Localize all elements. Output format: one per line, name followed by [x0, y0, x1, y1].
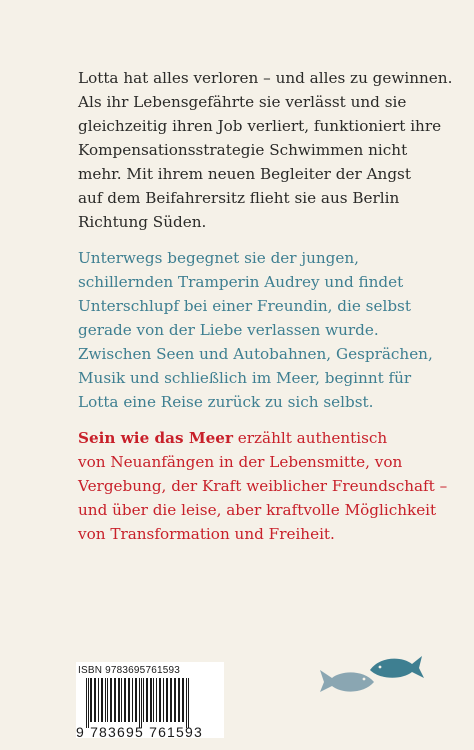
blurb-line: gleichzeitig ihren Job verliert, funktioniert ihre: [78, 117, 442, 135]
barcode-bar: [159, 678, 161, 722]
barcode-bar: [105, 678, 106, 722]
blurb-line: Kompensationsstrategie Schwimmen nicht: [78, 141, 408, 159]
blurb-line: Lotta hat alles verloren – und alles zu gewinnen.: [78, 69, 453, 87]
isbn-label: ISBN 9783695761593: [78, 665, 181, 676]
barcode-bar: [135, 678, 137, 722]
barcode-bar: [94, 678, 96, 722]
barcode-bar: [139, 678, 140, 728]
blurb-line: [78, 426, 450, 450]
fish-teal-icon: [370, 656, 424, 678]
barcode-bar: [143, 678, 144, 722]
barcode-bar: [188, 678, 189, 728]
blurb-line: Richtung Süden.: [78, 213, 207, 231]
blurb-line: und über die leise, aber kraftvolle Möglichkeit: [78, 501, 437, 519]
blurb-line: Zwischen Seen und Autobahnen, Gesprächen,: [78, 345, 433, 363]
blurb-paragraph-1: [78, 66, 453, 234]
blurb-line-rest: erzählt authentisch: [232, 429, 388, 447]
barcode-bar: [156, 678, 157, 722]
barcode-bar: [153, 678, 154, 722]
barcode-bar: [118, 678, 120, 722]
barcode-bar: [86, 678, 87, 728]
barcode-bar: [141, 678, 142, 728]
barcode-bar: [98, 678, 99, 722]
blurb-line: Unterwegs begegnet sie der jungen,: [78, 249, 359, 267]
blurb-line: schillernden Tramperin Audrey und findet: [78, 273, 404, 291]
blurb-line: mehr. Mit ihrem neuen Begleiter der Angst: [78, 165, 411, 183]
barcode-bar: [101, 678, 103, 722]
blurb-line: von Transformation und Freiheit.: [78, 525, 335, 543]
blurb-line: Vergebung, der Kraft weiblicher Freundschaft –: [78, 477, 448, 495]
blurb-line: gerade von der Liebe verlassen wurde.: [78, 321, 379, 339]
barcode-bar: [166, 678, 168, 722]
barcode-bar: [146, 678, 148, 722]
fish-gray-icon: [320, 670, 374, 692]
barcode-bar: [150, 678, 152, 722]
barcode-bar: [88, 678, 89, 728]
barcode-bar: [170, 678, 172, 722]
book-title: Sein wie das Meer: [78, 429, 233, 447]
barcode-bar: [124, 678, 126, 722]
two-fish-icon: [318, 648, 426, 696]
blurb-line: Als ihr Lebensgefährte sie verlässt und sie: [78, 93, 407, 111]
barcode-bar: [90, 678, 92, 722]
barcode-digits: 9 783695 761593: [76, 724, 203, 740]
barcode-bar: [163, 678, 164, 722]
barcode-bar: [182, 678, 184, 722]
barcode-bar: [110, 678, 112, 722]
barcode-bar: [186, 678, 187, 728]
barcode-bar: [178, 678, 180, 722]
barcode-bar: [107, 678, 108, 722]
blurb-line: Unterschlupf bei einer Freundin, die selbst: [78, 297, 411, 315]
barcode-bar: [128, 678, 130, 722]
barcode-bar: [174, 678, 176, 722]
blurb-line: Musik und schließlich im Meer, beginnt für: [78, 369, 412, 387]
barcode-bar: [132, 678, 133, 722]
barcode-bar: [121, 678, 122, 722]
blurb-line: von Neuanfängen in der Lebensmitte, von: [78, 453, 403, 471]
blurb-paragraph-3: [78, 426, 450, 546]
blurb-line: Lotta eine Reise zurück zu sich selbst.: [78, 393, 374, 411]
blurb-paragraph-2: [78, 246, 450, 414]
blurb-line: auf dem Beifahrersitz flieht sie aus Berlin: [78, 189, 400, 207]
barcode-bar: [114, 678, 116, 722]
